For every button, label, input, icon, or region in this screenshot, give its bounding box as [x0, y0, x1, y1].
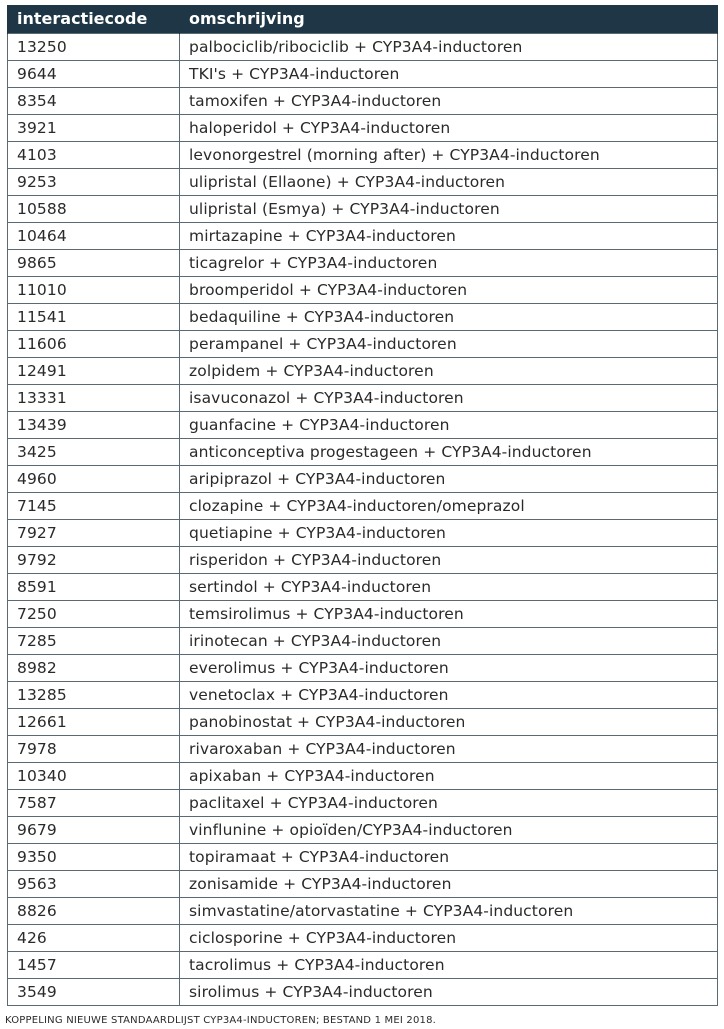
description-cell: quetiapine + CYP3A4-inductoren [180, 519, 718, 546]
interaction-code-cell: 12661 [8, 708, 180, 735]
interaction-code-cell: 13250 [8, 33, 180, 60]
description-cell: haloperidol + CYP3A4-inductoren [180, 114, 718, 141]
interaction-code-cell: 10588 [8, 195, 180, 222]
interaction-code-cell: 4960 [8, 465, 180, 492]
column-header-omschrijving: omschrijving [180, 5, 718, 33]
table-row [8, 114, 718, 141]
table-row [8, 411, 718, 438]
interaction-code-cell: 3921 [8, 114, 180, 141]
table-row [8, 492, 718, 519]
column-header-interactiecode: interactiecode [8, 5, 180, 33]
table-row [8, 708, 718, 735]
table-row [8, 573, 718, 600]
table-row [8, 546, 718, 573]
table-row [8, 249, 718, 276]
table-caption: KOPPELING NIEUWE STANDAARDLIJST CYP3A4-INDUCTOREN; BESTAND 1 MEI 2018. [5, 1015, 437, 1026]
description-cell: aripiprazol + CYP3A4-inductoren [180, 465, 718, 492]
table-row [8, 627, 718, 654]
description-cell: bedaquiline + CYP3A4-inductoren [180, 303, 718, 330]
description-cell: ticagrelor + CYP3A4-inductoren [180, 249, 718, 276]
table-body [8, 33, 718, 1005]
description-cell: TKI's + CYP3A4-inductoren [180, 60, 718, 87]
interaction-code-cell: 426 [8, 924, 180, 951]
interaction-code-cell: 11606 [8, 330, 180, 357]
interaction-code-cell: 7250 [8, 600, 180, 627]
interaction-code-cell: 9350 [8, 843, 180, 870]
description-cell: ciclosporine + CYP3A4-inductoren [180, 924, 718, 951]
interaction-code-cell: 9792 [8, 546, 180, 573]
description-cell: venetoclax + CYP3A4-inductoren [180, 681, 718, 708]
interaction-code-cell: 8591 [8, 573, 180, 600]
description-cell: simvastatine/atorvastatine + CYP3A4-inductoren [180, 897, 718, 924]
interaction-code-cell: 3425 [8, 438, 180, 465]
interaction-code-cell: 9644 [8, 60, 180, 87]
interaction-code-cell: 11541 [8, 303, 180, 330]
interaction-code-cell: 1457 [8, 951, 180, 978]
description-cell: zolpidem + CYP3A4-inductoren [180, 357, 718, 384]
interaction-code-cell: 8982 [8, 654, 180, 681]
interaction-code-cell: 7587 [8, 789, 180, 816]
description-cell: mirtazapine + CYP3A4-inductoren [180, 222, 718, 249]
interaction-code-cell: 9865 [8, 249, 180, 276]
table-row [8, 330, 718, 357]
description-cell: temsirolimus + CYP3A4-inductoren [180, 600, 718, 627]
description-cell: vinflunine + opioïden/CYP3A4-inductoren [180, 816, 718, 843]
description-cell: apixaban + CYP3A4-inductoren [180, 762, 718, 789]
table-row [8, 141, 718, 168]
description-cell: sirolimus + CYP3A4-inductoren [180, 978, 718, 1005]
table-row [8, 384, 718, 411]
description-cell: irinotecan + CYP3A4-inductoren [180, 627, 718, 654]
table-row [8, 978, 718, 1005]
description-cell: sertindol + CYP3A4-inductoren [180, 573, 718, 600]
table-row [8, 519, 718, 546]
table-row [8, 843, 718, 870]
description-cell: zonisamide + CYP3A4-inductoren [180, 870, 718, 897]
description-cell: ulipristal (Ellaone) + CYP3A4-inductoren [180, 168, 718, 195]
table-row [8, 654, 718, 681]
description-cell: broomperidol + CYP3A4-inductoren [180, 276, 718, 303]
table-row [8, 789, 718, 816]
interaction-table [7, 5, 718, 1006]
table-row [8, 816, 718, 843]
table-row [8, 33, 718, 60]
table-row [8, 465, 718, 492]
interaction-code-cell: 13439 [8, 411, 180, 438]
interaction-code-cell: 3549 [8, 978, 180, 1005]
table-header [8, 5, 718, 33]
table-row [8, 924, 718, 951]
interaction-code-cell: 9253 [8, 168, 180, 195]
interaction-code-cell: 10464 [8, 222, 180, 249]
table-row [8, 222, 718, 249]
description-cell: tamoxifen + CYP3A4-inductoren [180, 87, 718, 114]
table-row [8, 357, 718, 384]
interaction-code-cell: 7285 [8, 627, 180, 654]
table-row [8, 438, 718, 465]
table-row [8, 60, 718, 87]
description-cell: paclitaxel + CYP3A4-inductoren [180, 789, 718, 816]
interaction-code-cell: 8826 [8, 897, 180, 924]
table-row [8, 303, 718, 330]
interaction-code-cell: 13285 [8, 681, 180, 708]
table-row [8, 762, 718, 789]
interaction-code-cell: 7927 [8, 519, 180, 546]
table-header-row [8, 5, 718, 33]
table-row [8, 600, 718, 627]
description-cell: anticonceptiva progestageen + CYP3A4-inductoren [180, 438, 718, 465]
table-row [8, 276, 718, 303]
table-row [8, 168, 718, 195]
description-cell: isavuconazol + CYP3A4-inductoren [180, 384, 718, 411]
interaction-code-cell: 13331 [8, 384, 180, 411]
description-cell: panobinostat + CYP3A4-inductoren [180, 708, 718, 735]
interaction-table-container [7, 5, 717, 1006]
interaction-code-cell: 12491 [8, 357, 180, 384]
description-cell: levonorgestrel (morning after) + CYP3A4-inductoren [180, 141, 718, 168]
description-cell: clozapine + CYP3A4-inductoren/omeprazol [180, 492, 718, 519]
description-cell: rivaroxaban + CYP3A4-inductoren [180, 735, 718, 762]
description-cell: guanfacine + CYP3A4-inductoren [180, 411, 718, 438]
interaction-code-cell: 10340 [8, 762, 180, 789]
table-row [8, 735, 718, 762]
description-cell: risperidon + CYP3A4-inductoren [180, 546, 718, 573]
interaction-code-cell: 7145 [8, 492, 180, 519]
table-row [8, 87, 718, 114]
table-row [8, 195, 718, 222]
description-cell: ulipristal (Esmya) + CYP3A4-inductoren [180, 195, 718, 222]
table-row [8, 897, 718, 924]
table-row [8, 951, 718, 978]
interaction-code-cell: 9563 [8, 870, 180, 897]
table-row [8, 681, 718, 708]
description-cell: everolimus + CYP3A4-inductoren [180, 654, 718, 681]
interaction-code-cell: 7978 [8, 735, 180, 762]
description-cell: perampanel + CYP3A4-inductoren [180, 330, 718, 357]
description-cell: palbociclib/ribociclib + CYP3A4-inductoren [180, 33, 718, 60]
description-cell: topiramaat + CYP3A4-inductoren [180, 843, 718, 870]
description-cell: tacrolimus + CYP3A4-inductoren [180, 951, 718, 978]
interaction-code-cell: 9679 [8, 816, 180, 843]
table-row [8, 870, 718, 897]
interaction-code-cell: 8354 [8, 87, 180, 114]
interaction-code-cell: 4103 [8, 141, 180, 168]
interaction-code-cell: 11010 [8, 276, 180, 303]
